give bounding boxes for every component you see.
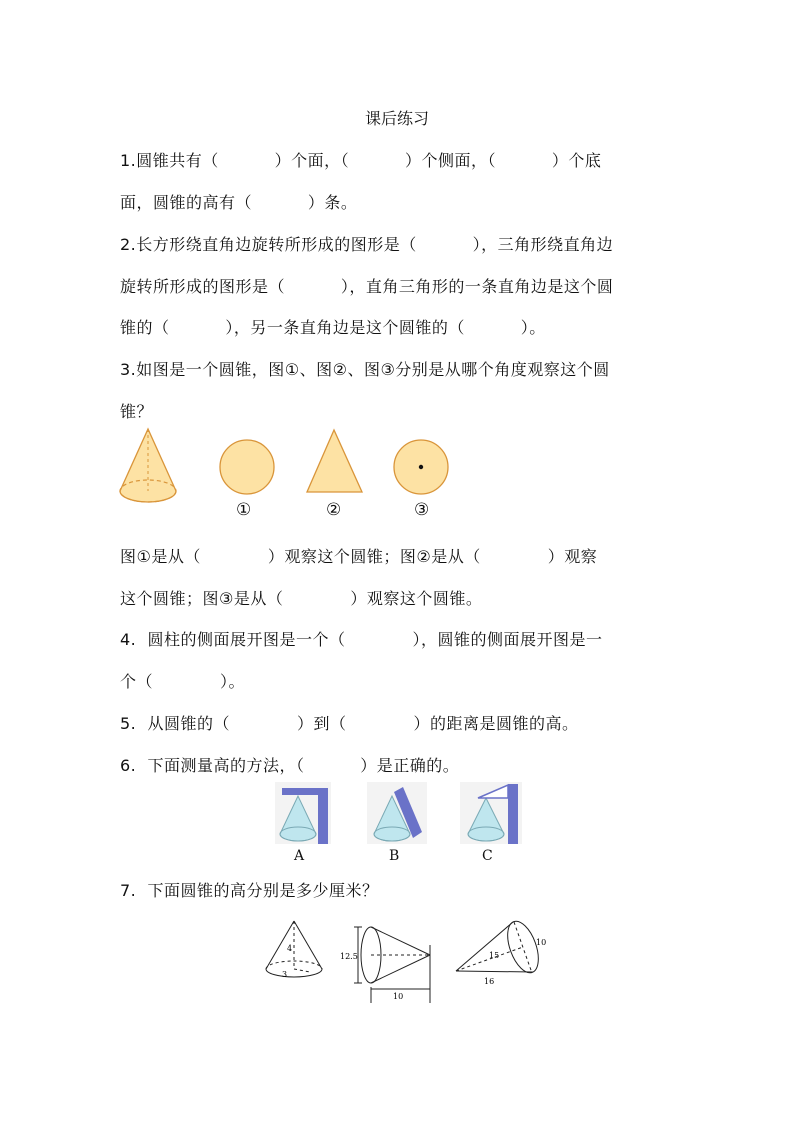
fig-label-1: ① xyxy=(236,500,252,520)
q7-fig3-base: 16 xyxy=(484,977,495,986)
q7-fig3-slant: 15 xyxy=(489,951,500,960)
page-title: 课后练习 xyxy=(364,109,429,128)
option-c-label: C xyxy=(482,848,493,864)
triangle-view-2 xyxy=(307,430,362,492)
q7-fig2-length: 10 xyxy=(393,992,404,1001)
circle-view-1 xyxy=(220,440,274,494)
circle-view-3 xyxy=(394,440,448,494)
q2-line1: 2.长方形绕直角边旋转所形成的图形是（ ），三角形绕直角边 xyxy=(120,235,614,254)
q7-fig1-height: 4 xyxy=(287,944,293,953)
q4-line1: 4. 圆柱的侧面展开图是一个（ ），圆锥的侧面展开图是一 xyxy=(120,630,603,649)
fig-label-3: ③ xyxy=(414,500,430,520)
q7-cone-3 xyxy=(456,917,547,977)
q7-fig3-radius: 10 xyxy=(536,938,547,947)
q7-fig2-height: 12.5 xyxy=(340,952,358,961)
cone-figure xyxy=(120,429,176,502)
q3-line2: 锥？ xyxy=(120,402,154,421)
q3-line1: 3.如图是一个圆锥，图①、图②、图③分别是从哪个角度观察这个圆 xyxy=(120,360,610,379)
q1-line1: 1.圆锥共有（ ）个面，（ ）个侧面，（ ）个底 xyxy=(120,151,602,170)
q2-line3: 锥的（ ），另一条直角边是这个圆锥的（ ）。 xyxy=(120,318,546,337)
option-b-figure xyxy=(367,782,427,844)
q1-line2: 面，圆锥的高有（ ）条。 xyxy=(120,193,358,212)
option-a-label: A xyxy=(294,848,305,864)
q7-fig1-radius: 3 xyxy=(282,970,288,979)
q5-line1: 5. 从圆锥的（ ）到（ ）的距离是圆锥的高。 xyxy=(120,714,579,733)
option-b-label: B xyxy=(389,848,400,864)
q7-line1: 7. 下面圆锥的高分别是多少厘米？ xyxy=(120,881,379,900)
q6-figures xyxy=(272,782,532,848)
q2-line2: 旋转所形成的图形是（ ），直角三角形的一条直角边是这个圆 xyxy=(120,277,614,296)
option-c-figure xyxy=(460,782,522,844)
q7-figures xyxy=(258,915,548,1007)
q7-cone-1 xyxy=(266,921,322,977)
q4-line2: 个（ ）。 xyxy=(120,672,246,691)
q3-answer-line2: 这个圆锥；图③是从（ ）观察这个圆锥。 xyxy=(120,589,483,608)
fig-label-2: ② xyxy=(326,500,342,520)
q6-line1: 6. 下面测量高的方法，（ ）是正确的。 xyxy=(120,756,460,775)
q3-answer-line1: 图①是从（ ）观察这个圆锥；图②是从（ ）观察 xyxy=(120,547,598,566)
option-a-figure xyxy=(275,782,331,844)
q7-cone-2 xyxy=(354,927,430,1003)
